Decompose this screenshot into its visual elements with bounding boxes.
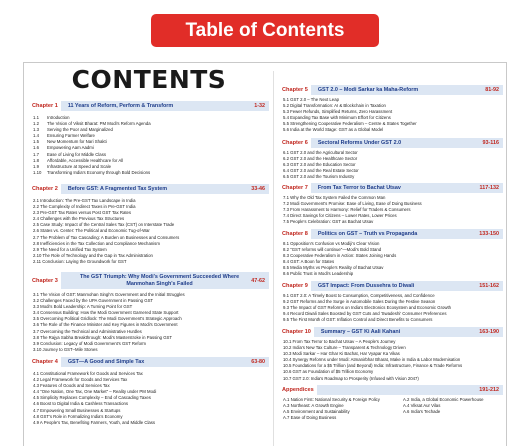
chapter-items	[283, 339, 503, 382]
chapter-pages: 1-32	[254, 103, 265, 109]
item-number: 1.9	[33, 163, 39, 169]
item-title: Infrastructure at Speed and Scale	[47, 163, 112, 169]
chapter-header[interactable]	[29, 272, 269, 289]
list-item[interactable]: 7.2 Modi Government's Promise: Ease of Living, Ease of Doing Business	[283, 201, 422, 207]
chapter-pages: 33-46	[251, 186, 265, 192]
item-title: 3.3 Modi's Bold Leadership: A Turning Point for GST	[33, 304, 133, 310]
chapter-pages: 163-190	[479, 329, 499, 335]
appendix-item[interactable]: A.2 India, a Global Economic Powerhouse	[403, 397, 484, 402]
column-divider	[273, 71, 274, 446]
list-item[interactable]: 6.1 GST 2.0 and the Agricultural Sector	[283, 150, 358, 155]
list-item[interactable]: 5.3 Fewer Refunds, Simplified Returns, Zero Harassment	[283, 109, 393, 115]
chapter-number: Chapter 4	[29, 357, 61, 367]
item-title: 2.7 The Problem of Tax Cascading: A Burden on Businesses and Consumers	[33, 234, 180, 240]
item-number: 1.7	[33, 151, 39, 157]
item-number: 1.3	[33, 127, 39, 133]
appendix-items	[283, 397, 503, 421]
list-item[interactable]: 5.1 GST 2.0 – The Next Leap	[283, 97, 339, 102]
item-title: 4.8 GST's Role in Formalizing India's Economy	[33, 413, 123, 419]
item-title: 3.4 Consensus Building: How the Modi Government Garnered State Support	[33, 310, 179, 316]
item-title: 2.9 The Need for a Unified Tax System	[33, 246, 107, 252]
chapter-header[interactable]	[279, 85, 503, 95]
chapter-items	[283, 150, 503, 180]
item-title: 2.4 Challenges with the Previous Tax Structures	[33, 216, 125, 222]
chapter-pages: 93-116	[482, 140, 499, 146]
list-item[interactable]: 8.1 Opposition's Confusion vs Modiji's Clear Vision	[283, 241, 380, 246]
item-number: 1.8	[33, 157, 39, 163]
list-item[interactable]: 8.2 "GST reforms will continue"—Modi's Bold Stand	[283, 247, 382, 253]
item-title: Introduction	[47, 115, 70, 120]
chapter-items	[33, 292, 265, 353]
item-title: 4.5 Simplicity Replaces Complexity – End of Cascading Taxes	[33, 395, 151, 401]
chapter-pages: 81-92	[485, 87, 499, 93]
chapter-pages: 133-150	[479, 231, 499, 237]
chapter-number: Chapter 7	[279, 183, 311, 193]
appendix-item[interactable]: A.6 India's Techade	[403, 409, 441, 415]
item-title: The Vision of Viksit Bharat: PM Modi's Reform Agenda	[47, 121, 151, 127]
chapter-number: Chapter 8	[279, 229, 311, 239]
chapter-items	[283, 241, 503, 278]
chapter-title: From Tax Terror to Bachat Utsav	[317, 185, 401, 191]
page-banner-title: Table of Contents	[151, 14, 379, 47]
item-title: Ensuring Farmer Welfare	[47, 133, 95, 139]
chapter-header[interactable]	[29, 101, 269, 111]
item-number: 1.6	[33, 145, 39, 151]
chapter-items	[33, 198, 265, 265]
list-item[interactable]: 10.4 Synergy Reforms under Modi: Atmanirbhar Bharat, Make in India & Labor Modernisation	[283, 357, 461, 363]
appendix-item[interactable]: A.1 Nation First: National Security & Foreign Policy	[283, 397, 380, 402]
item-title: 4.4 "One Nation, One Tax, One Market" – Reality under PM Modi	[33, 389, 157, 395]
item-title: 3.10 Journey to GST–Mile Stones	[33, 346, 98, 352]
item-title: 3.9 Conclusion: Legacy of Modi Government's GST Reform	[33, 340, 146, 346]
chapter-header[interactable]	[29, 357, 269, 367]
appendix-item[interactable]: A.5 Environment and Sustainability	[283, 409, 350, 415]
chapter-items	[33, 115, 265, 176]
item-title: Affordable, Accessible Healthcare for All	[47, 157, 124, 163]
item-number: 1.5	[33, 139, 39, 145]
appendices-header[interactable]	[279, 385, 503, 395]
chapter-title: The GST Triumph: Why Modi's Government Succeeded Where Manmohan Singh's Failed	[79, 274, 240, 287]
list-item[interactable]: 9.3 The Impact of GST Reforms on India's Electronics Ecosystem and Economic Growth	[283, 305, 452, 311]
appendix-item[interactable]: A.3 Northeast: A Growth Engine	[283, 403, 344, 409]
chapter-items	[283, 293, 503, 323]
chapter-number: Chapter 3	[29, 272, 61, 289]
chapter-items	[283, 97, 503, 134]
chapter-items	[283, 195, 503, 225]
list-item[interactable]: 6.4 GST 2.0 and the Real Estate Sector	[283, 168, 359, 174]
list-item[interactable]: 10.1 From Tax Terror to Bachat Utsav – A People's Journey	[283, 339, 396, 344]
chapter-number: Chapter 6	[279, 138, 311, 148]
list-item[interactable]: 8.3 Cooperative Federalism in Action: States Joining Hands	[283, 253, 397, 259]
list-item[interactable]: 6.5 GST 2.0 and the Tourism Industry	[283, 174, 355, 180]
list-item[interactable]: 7.1 Why the Old Tax System Failed the Common Man	[283, 195, 386, 200]
item-title: 4.3 Features of Goods and Services Tax	[33, 383, 110, 389]
item-number: 1.2	[33, 121, 39, 127]
appendix-item	[403, 415, 503, 421]
item-title: 4.6 Boost to Digital India & Cashless Transactions	[33, 401, 129, 407]
appendix-item[interactable]: A.4 Viksat Aur Vilas	[403, 403, 441, 409]
chapter-header[interactable]	[279, 183, 503, 193]
chapter-header[interactable]	[279, 229, 503, 239]
item-number: 1.10	[33, 169, 42, 175]
chapter-items	[33, 371, 265, 426]
chapter-number: Chapter 2	[29, 184, 61, 194]
item-title: New Momentum for Nari Shakti	[47, 139, 107, 145]
list-item[interactable]: 5.2 Digital Transformation: AI & Blockchain in Taxation	[283, 103, 386, 109]
list-item[interactable]: 7.5 People's Celebration: GST as Bachat Utsav	[283, 219, 374, 225]
list-item[interactable]: 6.3 GST 2.0 and the Education Sector	[283, 162, 356, 168]
item-title: 3.7 Overcoming the Technical and Administrative Hurdles	[33, 328, 142, 334]
chapter-pages: 151-162	[479, 283, 499, 289]
item-title: 3.8 The Rajya Sabha Breakthrough: Modi's Masterstroke in Passing GST	[33, 334, 173, 340]
chapter-title: Sectoral Reforms Under GST 2.0	[317, 140, 402, 146]
chapter-title: 11 Years of Reform, Perform & Transform	[67, 103, 174, 109]
chapter-number: Chapter 5	[279, 85, 311, 95]
item-title: 2.2 The Complexity of Indirect Taxes in Pre-GST India	[33, 204, 136, 210]
list-item[interactable]: 9.5 The First Month of GST: Inflation Control and Direct Benefits to Consumers	[283, 317, 433, 323]
item-title: Transforming India's Economy through Bold Decisions	[47, 169, 151, 175]
item-title: 3.5 Overcoming Political Gridlock: The Modi Government's Strategic Approach	[33, 316, 182, 322]
item-title: 2.6 States vs. Center: The Political and Economic Tug-of-War	[33, 228, 150, 234]
item-title: Empowering Aam Aadmi	[47, 145, 94, 151]
chapter-pages: 47-62	[251, 277, 265, 284]
item-title: 2.1 Introduction: The Pre-GST Tax Landscape in India	[33, 198, 136, 203]
item-number: 1.4	[33, 133, 39, 139]
list-item[interactable]: 7.3 From Harassment to Harmony: Relief for Traders & Consumers	[283, 207, 411, 213]
chapter-pages: 117-132	[479, 185, 499, 191]
chapter-title: Politics on GST – Truth vs Propaganda	[317, 231, 418, 237]
item-title: 4.7 Empowering Small Businesses & Startups	[33, 407, 121, 413]
list-item[interactable]: 5.4 Expanding Tax Base with Minimum Effort for Citizens	[283, 115, 391, 121]
list-item[interactable]	[33, 170, 265, 176]
list-item[interactable]: 10.6 GST as Foundation of $5 Trillion Economy	[283, 369, 374, 375]
list-item[interactable]: 8.5 Media Myths vs People's Reality of Bachat Utsav	[283, 265, 384, 271]
list-item[interactable]: 9.1 GST 2.0: A Timely Boost to Consumption, Competitiveness, and Confidence	[283, 293, 435, 298]
list-item[interactable]: 10.2 India's New Tax Culture – Transparent & Technology Driven	[283, 345, 406, 351]
item-title: 2.8 Inefficiencies in the Tax Collection and Compliance Mechanism	[33, 240, 160, 246]
list-item[interactable]: 5.6 India at the World Stage: GST as a Global Model	[283, 127, 384, 133]
list-item[interactable]: 8.4 GST: A Boon for States	[283, 259, 335, 265]
appendices-spacer	[317, 385, 479, 395]
list-item[interactable]: 9.2 GST Reforms and the Surge in Automobile Sales During the Festive Season	[283, 299, 436, 305]
list-item[interactable]	[33, 347, 265, 353]
list-item[interactable]: 6.2 GST 2.0 and the Healthcare Sector	[283, 156, 358, 162]
item-title: 3.6 The Role of the Finance Minister and Key Figures in Modi's Government	[33, 322, 178, 328]
chapter-number: Chapter 9	[279, 281, 311, 291]
chapter-header[interactable]	[279, 327, 503, 337]
item-title: 2.10 The Role of Technology and the Gap in Tax Administration	[33, 252, 153, 258]
item-title: 2.11 Conclusion: Laying the Groundwork for GST	[33, 258, 127, 264]
chapter-pages: 63-80	[251, 359, 265, 365]
list-item[interactable]	[33, 259, 265, 265]
contents-page	[23, 62, 507, 446]
list-item[interactable]: 10.7 GST 2.0: India's Roadmap to Prosperity (Infused with Vision 2047)	[283, 375, 419, 381]
chapter-header[interactable]	[279, 281, 503, 291]
item-title: 2.3 Pre-GST Tax Rates versus Post GST Tax Rates	[33, 210, 132, 216]
appendices-pages: 191-212	[479, 387, 499, 393]
item-title: 4.1 Constitutional Framework for Goods and Services Tax	[33, 371, 143, 376]
chapter-title: GST 2.0 – Modi Sarkar ka Maha-Reform	[317, 87, 419, 93]
item-title: 4.2 Legal Framework for Goods and Services Tax	[33, 377, 128, 383]
list-item[interactable]: 10.5 Foundations for a $5 Trillion (and Beyond) India: Infrastructure, Finance & Trade Reforms	[283, 363, 463, 369]
chapter-number: Chapter 10	[279, 327, 314, 337]
item-number: 1.1	[33, 115, 39, 120]
chapter-title: Before GST: A Fragmented Tax System	[67, 186, 168, 192]
item-title: 2.5 Case Study: Impact of the Central Sales Tax (CST) on Interstate Trade	[33, 222, 175, 228]
item-title: 3.1 The Vision of GST: Manmohan Singh's Government and the Initial Struggles	[33, 292, 185, 297]
list-item[interactable]: 10.3 Modi Sarkar – Har Ghar Ki Bachat, Har Vyapar Ka Vikas	[283, 351, 400, 357]
contents-heading: CONTENTS	[71, 65, 227, 94]
chapter-header[interactable]	[279, 138, 503, 148]
chapter-header[interactable]	[29, 184, 269, 194]
chapter-title: Summary – GST Ki Aali Kahani	[320, 329, 401, 335]
item-title: Serving the Poor and Marginalized	[47, 127, 113, 133]
list-item[interactable]: 8.6 Public Trust in Modi's Leadership	[283, 271, 354, 277]
list-item[interactable]: 9.4 Record Diwali Sales Boosted by GST Cuts and 'Swadeshi' Consumer Preferences	[283, 311, 447, 317]
list-item[interactable]: 5.5 Strengthening Cooperative Federalism – Centre & States Together	[283, 121, 417, 127]
chapter-title: GST—A Good and Simple Tax	[67, 359, 145, 365]
item-title: 4.9 A People's Tax, Benefiting Farmers, Youth, and Middle Class	[33, 419, 156, 425]
list-item[interactable]	[33, 420, 265, 426]
chapter-title: GST Impact: From Dussehra to Diwali	[317, 283, 415, 289]
item-title: 3.2 Challenges Faced by the UPA Government in Passing GST	[33, 298, 154, 304]
list-item[interactable]: 7.4 Direct Savings for Citizens – Lower Rates, Lower Prices	[283, 213, 397, 219]
appendices-label: Appendices	[279, 385, 317, 395]
chapter-number: Chapter 1	[29, 101, 61, 111]
item-title: Ease of Living for Middle Class	[47, 151, 106, 157]
appendix-item[interactable]: A.7 Ease of Doing Business	[283, 415, 337, 421]
